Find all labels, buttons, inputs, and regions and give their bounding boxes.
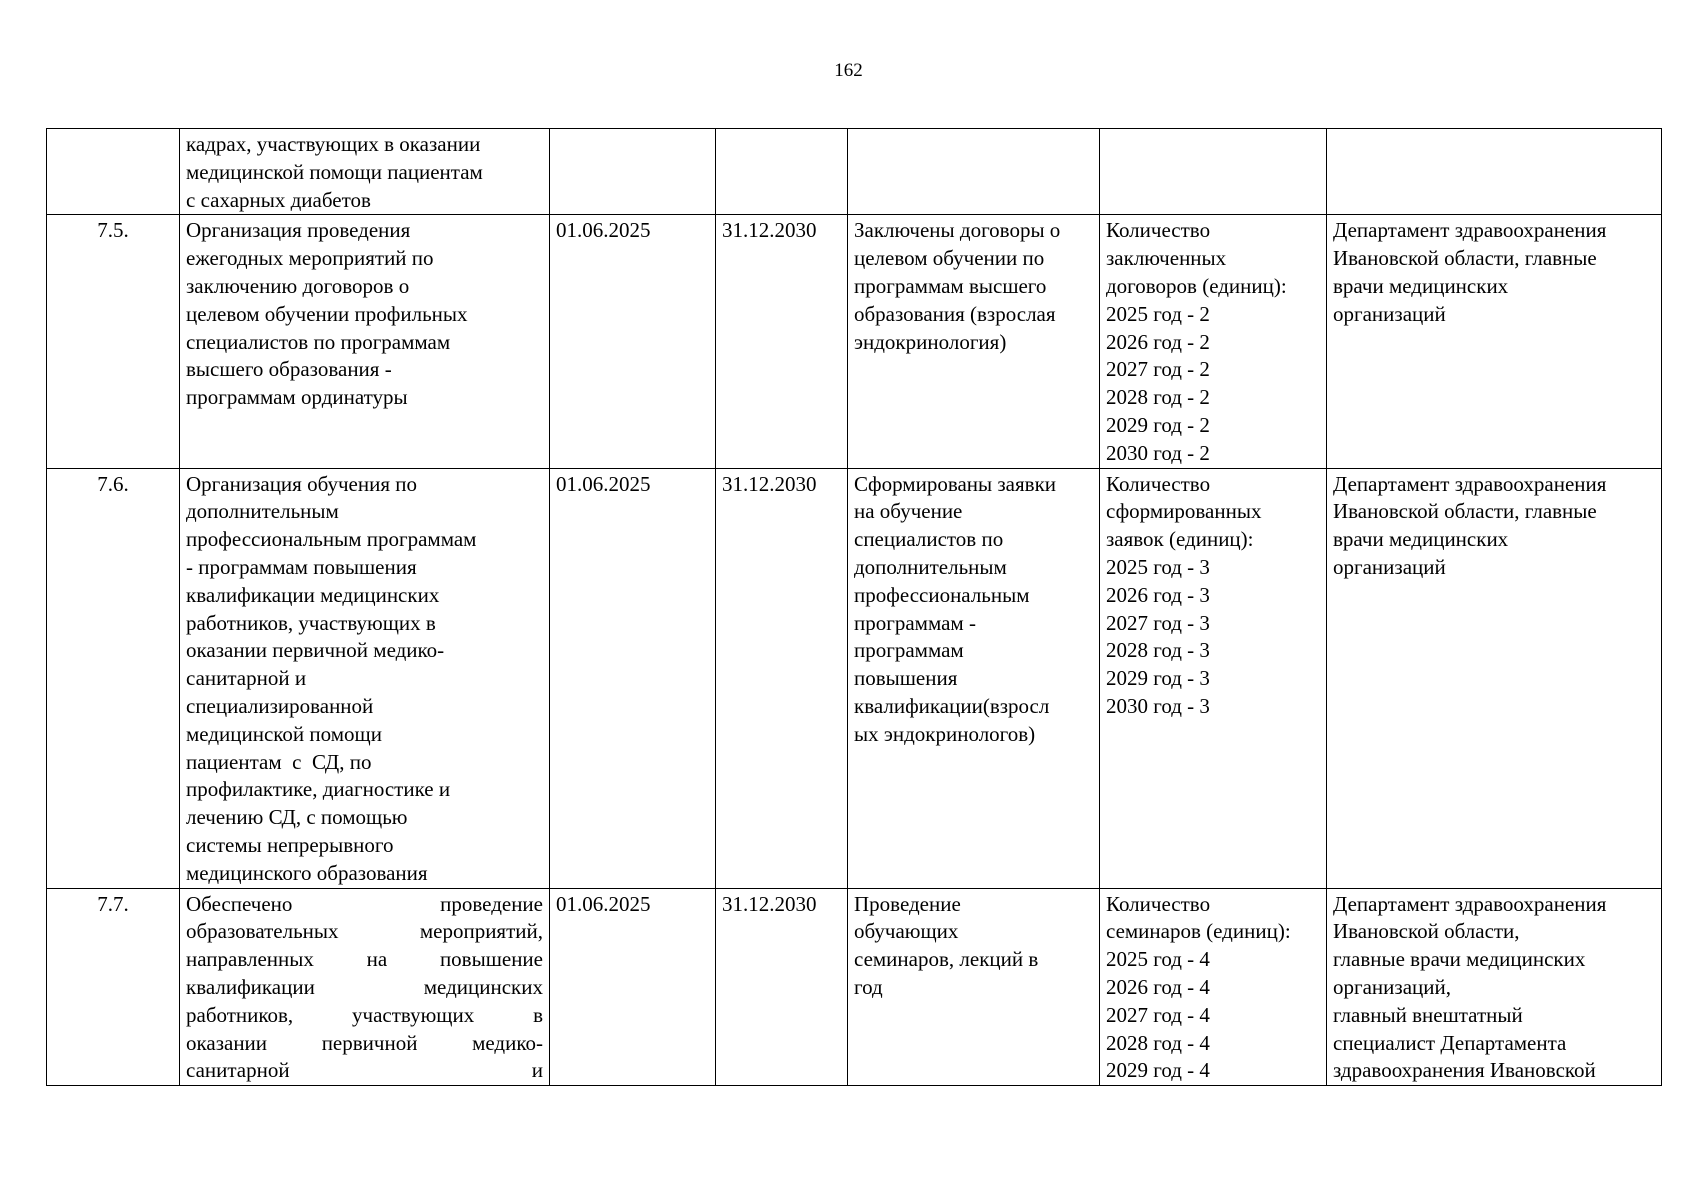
result-line: эндокринология) [854,329,1007,354]
activity-line: пациентам с СД, по [186,749,372,774]
activity-line: оказании первичной медико- [186,1030,543,1055]
responsible-line: главные врачи медицинских [1333,947,1586,972]
table-row [47,468,1662,888]
result-line: на обучение [854,499,963,524]
responsible-line: здравоохранения Ивановской [1333,1058,1596,1083]
indicator-line: договоров (единиц): [1106,273,1287,298]
activity-line: заключению договоров о [186,273,410,298]
indicator-cell [1100,888,1327,1086]
result-line: ых эндокринологов) [854,721,1036,746]
responsible-line: врачи медицинских [1333,527,1509,552]
responsible-line: главный внештатный [1333,1002,1523,1027]
responsible-line: Ивановской области, главные [1333,499,1597,524]
activity-line: санитарной и [186,666,307,691]
result-cell [848,468,1100,888]
activity-line: квалификации медицинских [186,974,543,999]
activity-line: медицинского образования [186,860,428,885]
responsible-line: организаций, [1333,974,1451,999]
activity-line: кадрах, участвующих в оказании [186,132,481,156]
row-number: 7.6. [47,468,180,888]
result-line: Проведение [854,891,961,916]
indicator-line: Количество [1106,891,1211,916]
row-number [47,129,180,215]
indicator-line: семинаров (единиц): [1106,919,1291,944]
activity-line: образовательных мероприятий, [186,919,543,944]
responsible-cell [1327,215,1662,468]
responsible-line: Ивановской области, главные [1333,246,1597,271]
result-cell [848,215,1100,468]
indicator-line: 2029 год - 2 [1106,412,1210,437]
result-line: семинаров, лекций в [854,947,1039,972]
activity-line: высшего образования - [186,357,392,382]
activity-line: целевом обучении профильных [186,301,468,326]
indicator-line: 2029 год - 4 [1106,1058,1210,1083]
activity-line: медицинской помощи [186,721,382,746]
result-line: программам высшего [854,273,1047,298]
indicator-line: 2028 год - 4 [1106,1030,1210,1055]
page-number: 162 [834,60,863,81]
indicator-line: 2030 год - 3 [1106,693,1210,718]
result-cell [848,129,1100,215]
indicator-line: 2025 год - 3 [1106,554,1210,579]
indicator-line: 2028 год - 2 [1106,385,1210,410]
indicator-line: 2030 год - 2 [1106,440,1210,465]
activity-line: медицинской помощи пациентам [186,159,483,184]
indicator-cell [1100,215,1327,468]
result-line: квалификации(взросл [854,693,1050,718]
activity-line: с сахарных диабетов [186,187,371,212]
responsible-cell [1327,129,1662,215]
activity-line: квалификации медицинских [186,582,440,607]
table-row [47,888,1662,1086]
responsible-line: Департамент здравоохранения [1333,891,1607,916]
responsible-line: Ивановской области, [1333,919,1520,944]
indicator-line: 2028 год - 3 [1106,638,1210,663]
result-line: год [854,974,883,999]
indicator-line: заключенных [1106,246,1227,271]
indicator-line: 2025 год - 2 [1106,301,1210,326]
result-cell [848,888,1100,1086]
activity-line: Организация проведения [186,218,411,243]
indicator-line: 2025 год - 4 [1106,947,1210,972]
indicator-line: сформированных [1106,499,1262,524]
result-line: программам [854,638,964,663]
result-line: образования (взрослая [854,301,1056,326]
activity-line: Организация обучения по [186,471,417,496]
activity-line: профессиональным программам [186,527,477,552]
start-date-cell [550,129,716,215]
responsible-line: врачи медицинских [1333,273,1509,298]
result-line: программам - [854,610,976,635]
end-date-cell: 31.12.2030 [716,468,848,888]
indicator-line: Количество [1106,471,1211,496]
activity-line: - программам повышения [186,554,417,579]
result-line: Сформированы заявки [854,471,1057,496]
indicator-line: 2026 год - 2 [1106,329,1210,354]
table-row [47,215,1662,468]
indicator-line: 2027 год - 2 [1106,357,1210,382]
responsible-cell [1327,888,1662,1086]
activity-cell [180,888,550,1086]
responsible-cell [1327,468,1662,888]
start-date-cell: 01.06.2025 [550,215,716,468]
activity-line: специализированной [186,693,374,718]
indicator-line: заявок (единиц): [1106,527,1254,552]
indicator-line: 2027 год - 3 [1106,610,1210,635]
responsible-line: организаций [1333,554,1446,579]
result-line: дополнительным [854,554,1007,579]
indicator-line: 2029 год - 3 [1106,666,1210,691]
indicator-line: 2026 год - 4 [1106,974,1210,999]
activity-cell [180,129,550,215]
result-line: специалистов по [854,527,1004,552]
activity-line: системы непрерывного [186,832,394,857]
indicator-line: 2027 год - 4 [1106,1002,1210,1027]
activity-cell [180,468,550,888]
row-number: 7.7. [47,888,180,1086]
end-date-cell: 31.12.2030 [716,888,848,1086]
activity-line: профилактике, диагностике и [186,777,451,802]
activity-line: оказании первичной медико- [186,638,445,663]
activity-line: санитарной и [186,1058,543,1083]
result-line: Заключены договоры о [854,218,1061,243]
activity-line: работников, участвующих в [186,1002,543,1027]
start-date-cell: 01.06.2025 [550,468,716,888]
result-line: профессиональным [854,582,1030,607]
activity-cell [180,215,550,468]
row-number: 7.5. [47,215,180,468]
table-row [47,129,1662,215]
activity-line: работников, участвующих в [186,610,436,635]
end-date-cell [716,129,848,215]
responsible-line: Департамент здравоохранения [1333,471,1607,496]
result-line: обучающих [854,919,959,944]
activities-table [46,128,1662,1086]
activity-line: ежегодных мероприятий по [186,246,434,271]
start-date-cell: 01.06.2025 [550,888,716,1086]
activity-line: направленных на повышение [186,947,543,972]
activity-line: Обеспечено проведение [186,891,543,916]
responsible-line: организаций [1333,301,1446,326]
indicator-line: 2026 год - 3 [1106,582,1210,607]
indicator-cell [1100,129,1327,215]
activity-line: дополнительным [186,499,339,524]
indicator-cell [1100,468,1327,888]
end-date-cell: 31.12.2030 [716,215,848,468]
result-line: повышения [854,666,958,691]
responsible-line: специалист Департамента [1333,1030,1567,1055]
activity-line: программам ординатуры [186,385,408,410]
responsible-line: Департамент здравоохранения [1333,218,1607,243]
activity-line: лечению СД, с помощью [186,805,408,830]
indicator-line: Количество [1106,218,1211,243]
activity-line: специалистов по программам [186,329,451,354]
result-line: целевом обучении по [854,246,1045,271]
